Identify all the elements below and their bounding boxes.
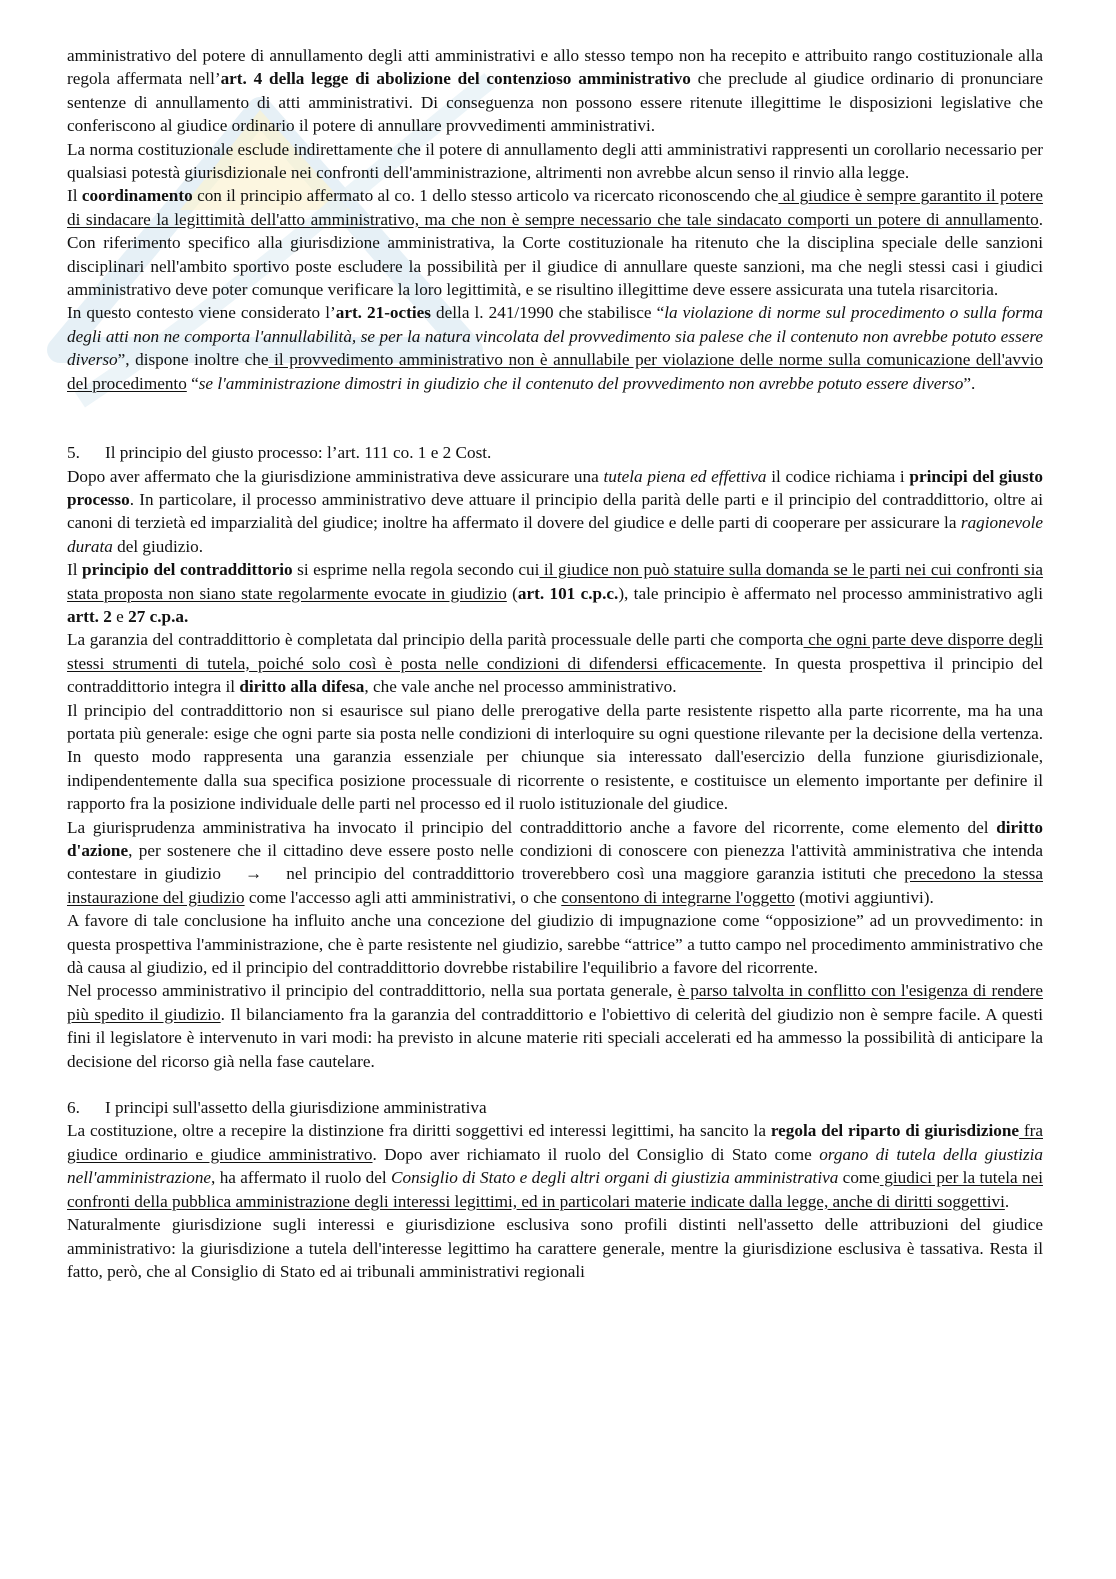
text-run: e bbox=[111, 606, 129, 626]
text-run: , che vale anche nel processo amministrativo. bbox=[364, 677, 677, 697]
text-run: amministrativo del potere di annullamento degli atti amministrativi e allo stesso tempo non ha recepito e attribuito rango costituzionale alla regola affermata nell’ bbox=[67, 46, 1043, 89]
text-run: nel principio del contraddittorio troverebbero così una maggiore garanzia istituti che bbox=[286, 864, 905, 884]
text-run: della l. 241/1990 che stabilisce “ bbox=[430, 303, 665, 323]
bold-text: art. 101 c.p.c. bbox=[517, 583, 619, 603]
text-run: La garanzia del contraddittorio è completata dal principio della parità processuale delle parti che comporta bbox=[67, 630, 804, 650]
text-run: Il bbox=[67, 186, 82, 206]
text-run: . Il bilanciamento fra la garanzia del contraddittorio e l'obiettivo di celerità del giudizio non è sempre facile. A questi fini il legislatore è intervenuto in vari modi: ha previsto in alcune materie riti speciali accelerati ed ha ammesso la possibilità di anticipare la decisione del ricorso già nella fase cautelare. bbox=[67, 1004, 1043, 1071]
text-run: Nel processo amministrativo il principio del contraddittorio, nella sua portata generale, bbox=[67, 981, 678, 1001]
italic-text: Consiglio di Stato e degli altri organi di giustizia amministrativa bbox=[391, 1168, 839, 1188]
text-run: , per sostenere che il cittadino deve essere posto nelle condizioni di conoscere con pienezza l'attività amministrativa che intenda contestare in giudizio bbox=[67, 841, 1043, 884]
section-spacer bbox=[67, 1073, 1043, 1096]
section-title: I principi sull'assetto della giurisdizione amministrativa bbox=[105, 1098, 487, 1118]
italic-text: organo di tutela della giustizia nell'amministrazione bbox=[67, 1144, 1044, 1188]
arrow-icon: → bbox=[245, 864, 263, 884]
italic-text: se l'amministrazione dimostri in giudizio che il contenuto del provvedimento non avrebbe potuto essere diverso bbox=[198, 373, 964, 393]
paragraph bbox=[67, 138, 1043, 185]
bold-text: principi del giusto processo bbox=[67, 466, 1043, 509]
text-run: ( bbox=[506, 583, 518, 603]
bold-text: diritto alla difesa bbox=[239, 677, 365, 697]
text-run: ”. bbox=[963, 373, 976, 393]
text-run: , ha affermato il ruolo del bbox=[211, 1168, 392, 1188]
paragraph bbox=[67, 558, 1043, 628]
underlined-text: che ogni parte deve disporre degli stessi strumenti di tutela, poiché solo così è posta nelle condizioni di difendersi efficacemente bbox=[67, 630, 1044, 673]
text-run: come bbox=[838, 1168, 880, 1188]
text-run: Naturalmente giurisdizione sugli interessi e giurisdizione esclusiva sono profili distinti nell'assetto delle attribuzioni del giudice amministrativo: la giurisdizione a tutela dell'interesse legittimo ha carattere generale, mentre la giurisdizione esclusiva è tassativa. Resta il fatto, però, che al Consiglio di Stato ed ai tribunali amministrativi regionali bbox=[67, 1215, 1043, 1281]
document-page bbox=[67, 44, 1043, 1283]
text-run: con il principio affermato al co. 1 dello stesso articolo va ricercato riconoscendo che bbox=[192, 186, 779, 206]
bold-text: art. 21-octies bbox=[335, 303, 431, 323]
text-run: In questo contesto viene considerato l’ bbox=[67, 303, 336, 323]
paragraph bbox=[67, 699, 1043, 816]
section-title: Il principio del giusto processo: l’art. 111 co. 1 e 2 Cost. bbox=[105, 443, 492, 463]
underlined-text: precedono la stessa instaurazione del giudizio bbox=[67, 864, 1043, 907]
section-spacer bbox=[67, 395, 1043, 441]
text-run: . In questa prospettiva il principio del contraddittorio integra il bbox=[67, 653, 1044, 697]
text-run: . Dopo aver richiamato il ruolo del Consiglio di Stato come bbox=[372, 1144, 820, 1164]
bold-text: principio del contraddittorio bbox=[82, 560, 293, 580]
underlined-text: al giudice è sempre garantito il potere di sindacare la legittimità dell'atto amministrativo, ma che non è sempre necessario che tale sindacato comporti un potere di annullamento bbox=[67, 186, 1044, 229]
underlined-text: fra giudice ordinario e giudice amministrativo bbox=[67, 1121, 1044, 1164]
text-run: . bbox=[1004, 1191, 1010, 1211]
text-run: “ bbox=[186, 373, 199, 393]
bold-text: coordinamento bbox=[81, 186, 193, 206]
section-number: 5. bbox=[67, 443, 80, 463]
text-run: A favore di tale conclusione ha influito anche una concezione del giudizio di impugnazione come “opposizione” ad un provvedimento: in questa prospettiva l'amministrazione, che è parte resistente nel giudizio, sarebbe “attrice” a tutto campo nel procedimento amministrativo che dà causa al giudizio, ed il principio del contraddittorio dovrebbe ristabilire l'equilibrio a favore del ricorrente. bbox=[67, 911, 1043, 978]
paragraph bbox=[67, 628, 1043, 698]
paragraph bbox=[67, 816, 1043, 910]
text-run: ), tale principio è affermato nel processo amministrativo agli bbox=[618, 583, 1044, 603]
text-run: La norma costituzionale esclude indirettamente che il potere di annullamento degli atti amministrativi rappresenti un corollario necessario per qualsiasi potestà giurisdizionale nei confronti dell'amministrazione, altrimenti non avrebbe alcun senso il rinvio alla legge. bbox=[67, 139, 1043, 183]
section-heading bbox=[67, 441, 1043, 464]
text-run: . Con riferimento specifico alla giurisdizione amministrativa, la Corte costituzionale ha ritenuto che la disciplina speciale delle sanzioni disciplinari nell'ambito sportivo poste escludere la possibilità per il giudice di annullare queste sanzioni, ma che negli stessi casi i giudici amministrativo deve poter comunque verificare la loro legittimità, e se risultino illegittime deve essere assicurata una tutela risarcitoria. bbox=[67, 209, 1043, 300]
bold-text: regola del riparto di giurisdizione bbox=[770, 1121, 1020, 1141]
text-run: si esprime nella regola secondo cui bbox=[292, 560, 540, 580]
paragraph bbox=[67, 465, 1043, 559]
text-run: come l'accesso agli atti amministrativi, o che bbox=[244, 887, 562, 907]
bold-text: artt. 2 bbox=[67, 606, 112, 626]
underlined-text: il provvedimento amministrativo non è annullabile per violazione delle norme sulla comunicazione dell'avvio del procedimento bbox=[67, 350, 1043, 393]
paragraph bbox=[67, 979, 1043, 1073]
section-number: 6. bbox=[67, 1098, 80, 1118]
text-run: il codice richiama i bbox=[766, 466, 910, 486]
italic-text: la violazione di norme sul procedimento o sulla forma degli atti non ne comporta l'annullabilità, se per la natura vincolata del provvedimento sia palese che il contenuto non avrebbe potuto essere diverso bbox=[67, 303, 1044, 370]
text-run: Il bbox=[67, 560, 83, 580]
paragraph bbox=[67, 909, 1043, 979]
section-heading bbox=[67, 1096, 1043, 1119]
bold-text: art. 4 della legge di abolizione del contenzioso amministrativo bbox=[220, 69, 691, 89]
underlined-text: il giudice non può statuire sulla domanda se le parti nei cui confronti sia stata proposta non siano state regolarmente evocate in giudizio bbox=[67, 560, 1044, 603]
paragraph bbox=[67, 301, 1043, 395]
text-run: che preclude al giudice ordinario di pronunciare sentenze di annullamento di atti amministrativi. Di conseguenza non possono essere ritenute illegittime le disposizioni legislative che conferiscono al giudice ordinario il potere di annullare provvedimenti amministrativi. bbox=[67, 69, 1043, 136]
text-run: Dopo aver affermato che la giurisdizione amministrativa deve assicurare una bbox=[67, 466, 604, 486]
italic-text: ragionevole durata bbox=[67, 513, 1043, 556]
text-run: . In particolare, il processo amministrativo deve attuare il principio della parità delle parti e il principio del contraddittorio, oltre ai canoni di terzietà ed imparzialità del giudice; inoltre ha affermato il dovere del giudice e delle parti di cooperare per assicurare la bbox=[67, 489, 1043, 533]
underlined-text: giudici per la tutela nei confronti della pubblica amministrazione degli interessi legittimi, ed in particolari materie indicate dalla legge, anche di diritti soggettivi bbox=[67, 1168, 1043, 1211]
underlined-text: consentono di integrarne l'oggetto bbox=[561, 887, 795, 907]
text-run: La giurisprudenza amministrativa ha invocato il principio del contraddittorio anche a favore del ricorrente, come elemento del bbox=[67, 817, 997, 837]
bold-text: 27 c.p.a. bbox=[128, 606, 189, 626]
underlined-text: è parso talvolta in conflitto con l'esigenza di rendere più spedito il giudizio bbox=[67, 981, 1044, 1024]
text-run: (motivi aggiuntivi). bbox=[794, 887, 934, 907]
paragraph bbox=[67, 1119, 1043, 1213]
text-run: La costituzione, oltre a recepire la distinzione fra diritti soggettivi ed interessi legittimi, ha sancito la bbox=[67, 1121, 771, 1141]
paragraph bbox=[67, 1213, 1043, 1283]
bold-text: diritto d'azione bbox=[67, 817, 1043, 860]
text-run: del giudizio. bbox=[112, 536, 204, 556]
text-run: ”, dispone inoltre che bbox=[117, 350, 269, 370]
text-run: Il principio del contraddittorio non si esaurisce sul piano delle prerogative della parte resistente rispetto alla parte ricorrente, ma ha una portata più generale: esige che ogni parte sia posta nelle condizioni di interloquire su ogni questione rilevante per la decisione della vertenza. In questo modo rappresenta una garanzia essenziale per chiunque sia interessato dall'esercizio della funzione giurisdizionale, indipendentemente dalla sua specifica posizione processuale di ricorrente o resistente, e costituisce un elemento importante per definire il rapporto fra la posizione individuale delle parti nel processo ed il ruolo istituzionale del giudice. bbox=[67, 700, 1043, 814]
italic-text: tutela piena ed effettiva bbox=[603, 466, 767, 486]
paragraph bbox=[67, 184, 1043, 301]
paragraph bbox=[67, 44, 1043, 138]
